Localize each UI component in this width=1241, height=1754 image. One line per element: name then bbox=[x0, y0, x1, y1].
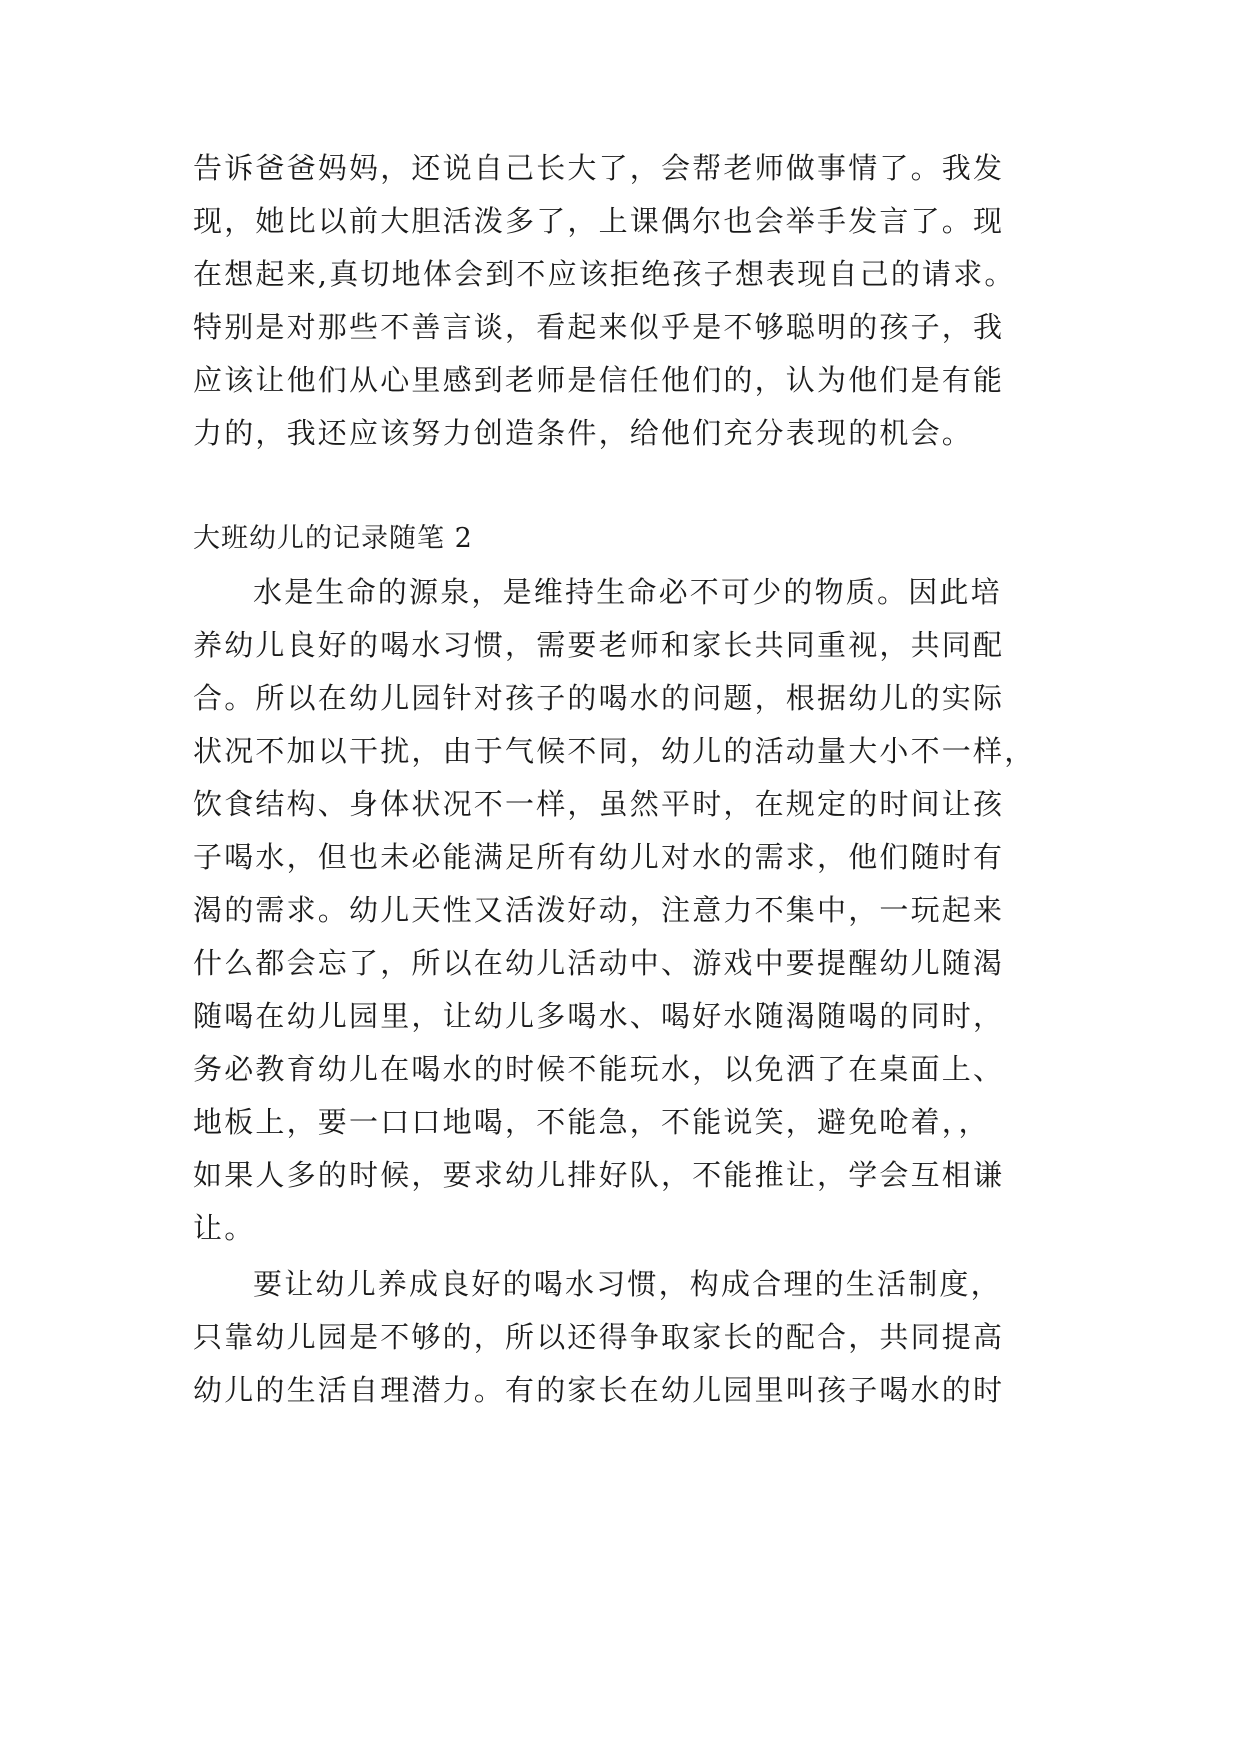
section-title: 大班幼儿的记录随笔 2 bbox=[193, 523, 473, 554]
text-line: 随喝在幼儿园里，让幼儿多喝水、喝好水随渴随喝的同时， bbox=[193, 999, 1005, 1033]
text-line: 饮食结构、身体状况不一样，虽然平时，在规定的时间让孩 bbox=[193, 787, 1005, 821]
text-line: 养幼儿良好的喝水习惯，需要老师和家长共同重视，共同配 bbox=[193, 628, 1005, 662]
text-line: 让。 bbox=[193, 1211, 256, 1245]
text-line: 务必教育幼儿在喝水的时候不能玩水，以免洒了在桌面上、 bbox=[193, 1052, 1005, 1086]
text-line: 在想起来,真切地体会到不应该拒绝孩子想表现自己的请求。 bbox=[193, 257, 1016, 291]
text-line: 现，她比以前大胆活泼多了，上课偶尔也会举手发言了。现 bbox=[193, 204, 1005, 238]
text-line: 幼儿的生活自理潜力。有的家长在幼儿园里叫孩子喝水的时 bbox=[193, 1373, 1005, 1407]
text-line: 只靠幼儿园是不够的，所以还得争取家长的配合，共同提高 bbox=[193, 1320, 1005, 1354]
text-line: 应该让他们从心里感到老师是信任他们的，认为他们是有能 bbox=[193, 363, 1005, 397]
text-line: 什么都会忘了，所以在幼儿活动中、游戏中要提醒幼儿随渴 bbox=[193, 946, 1005, 980]
text-line: 告诉爸爸妈妈，还说自己长大了，会帮老师做事情了。我发 bbox=[193, 151, 1005, 185]
text-line: 状况不加以干扰，由于气候不同，幼儿的活动量大小不一样， bbox=[193, 734, 1036, 768]
text-line: 合。所以在幼儿园针对孩子的喝水的问题，根据幼儿的实际 bbox=[193, 681, 1005, 715]
text-line: 特别是对那些不善言谈，看起来似乎是不够聪明的孩子，我 bbox=[193, 310, 1005, 344]
text-line: 力的，我还应该努力创造条件，给他们充分表现的机会。 bbox=[193, 416, 974, 450]
text-line: 如果人多的时候，要求幼儿排好队，不能推让，学会互相谦 bbox=[193, 1158, 1005, 1192]
text-line: 要让幼儿养成良好的喝水习惯，构成合理的生活制度， bbox=[253, 1267, 1002, 1301]
text-line: 子喝水，但也未必能满足所有幼儿对水的需求，他们随时有 bbox=[193, 840, 1005, 874]
text-line: 渴的需求。幼儿天性又活泼好动，注意力不集中，一玩起来 bbox=[193, 893, 1005, 927]
text-line: 地板上，要一口口地喝，不能急，不能说笑，避免呛着，， bbox=[193, 1105, 990, 1139]
text-line: 水是生命的源泉，是维持生命必不可少的物质。因此培 bbox=[253, 575, 1002, 609]
